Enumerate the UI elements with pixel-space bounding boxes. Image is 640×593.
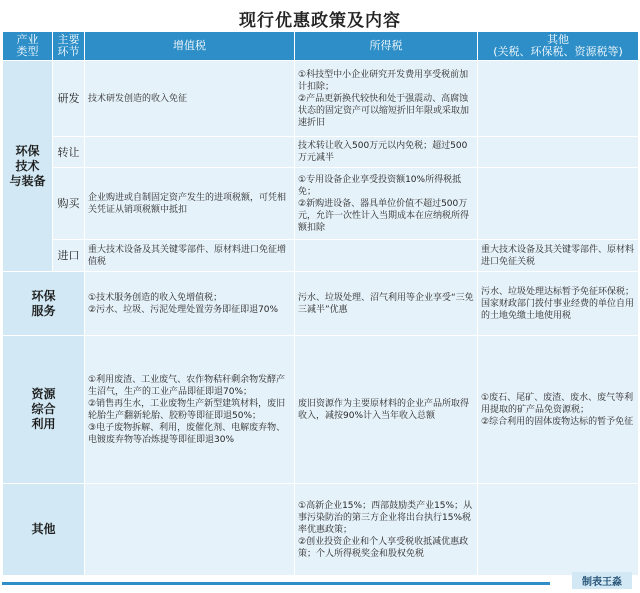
income-cell: ①科技型中小企业研究开发费用享受税前加计扣除； ②产品更新换代较快和处于强震动、高腐蚀状态的固定资产可以缩短折旧年限或采取加速折旧 [295, 61, 478, 137]
category-env-tech: 环保 技术 与装备 [3, 61, 53, 272]
table-credit: 制表王淼 [572, 572, 632, 589]
table-row-rd [3, 61, 639, 137]
category-env-services: 环保 服务 [3, 272, 85, 336]
vat-cell: 技术研发创造的收入免征 [85, 61, 295, 137]
table-row-resource-use [3, 336, 639, 484]
subsector-rd: 研发 [53, 61, 85, 137]
vat-cell: 重大技术设备及其关键零部件、原材料进口免征增值税 [85, 240, 295, 272]
other-cell [478, 484, 639, 576]
table-row-import [3, 240, 639, 272]
policy-table [2, 31, 639, 576]
other-cell: ①废石、尾矿、废渣、废水、废气等利用提取的矿产品免资源税； ②综合利用的固体废物达标的暂予免征 [478, 336, 639, 484]
income-cell: ①高新企业15%；西部鼓励类产业15%；从事污染防治的第三方企业将出台执行15%税率优惠政策； ②创业投资企业和个人享受税收抵减优惠政策；个人所得税奖金和股权免税 [295, 484, 478, 576]
vat-cell [85, 484, 295, 576]
table-row-env-services [3, 272, 639, 336]
vat-cell [85, 137, 295, 168]
other-cell [478, 61, 639, 137]
subsector-purchase: 购买 [53, 168, 85, 240]
subsector-transfer: 转让 [53, 137, 85, 168]
other-cell [478, 137, 639, 168]
table-row-purchase [3, 168, 639, 240]
vat-cell: ①利用废渣、工业废气、农作物秸秆剩余物发酵产生沼气，生产的工业产品即征即退70%； ②销售再生水，工业废物生产新型建筑材料，废旧轮胎生产翻新轮胎、胶粉等即征即退50%； ③电子废物拆解、利用，废催化剂、电解废弃物、电镀废弃物等冶炼提等即征即退30% [85, 336, 295, 484]
vat-cell: 企业购进或自制固定资产发生的进项税额，可凭相关凭证从销项税额中抵扣 [85, 168, 295, 240]
category-resource-use: 资源 综合 利用 [3, 336, 85, 484]
vat-cell: ①技术服务创造的收入免增值税； ②污水、垃圾、污泥处理处置劳务即征即退70% [85, 272, 295, 336]
other-cell: 重大技术设备及其关键零部件、原材料进口免征关税 [478, 240, 639, 272]
income-cell [295, 240, 478, 272]
header-subsector: 主要 环节 [53, 32, 85, 61]
header-category: 产业 类型 [3, 32, 53, 61]
page-title: 现行优惠政策及内容 [239, 11, 401, 31]
header-income-tax: 所得税 [295, 32, 478, 61]
category-other: 其他 [3, 484, 85, 576]
other-cell: 污水、垃圾处理达标暂予免征环保税；国家财政部门拨付事业经费的单位自用的土地免缴土地使用税 [478, 272, 639, 336]
header-row [3, 32, 639, 61]
table-row-transfer [3, 137, 639, 168]
header-vat: 增值税 [85, 32, 295, 61]
income-cell: 污水、垃圾处理、沼气利用等企业享受“三免三减半”优惠 [295, 272, 478, 336]
income-cell: 废旧资源作为主要原材料的企业产品所取得收入，减按90%计入当年收入总额 [295, 336, 478, 484]
other-cell [478, 168, 639, 240]
table-row-other [3, 484, 639, 576]
header-other: 其他 (关税、环保税、资源税等) [478, 32, 639, 61]
subsector-import: 进口 [53, 240, 85, 272]
income-cell: 技术转让收入500万元以内免税；超过500万元减半 [295, 137, 478, 168]
footer-divider [2, 582, 550, 585]
income-cell: ①专用设备企业享受投资额10%所得税抵免； ②新购进设备、器具单位价值不超过500万元，允许一次性计入当期成本在应纳税所得额扣除 [295, 168, 478, 240]
